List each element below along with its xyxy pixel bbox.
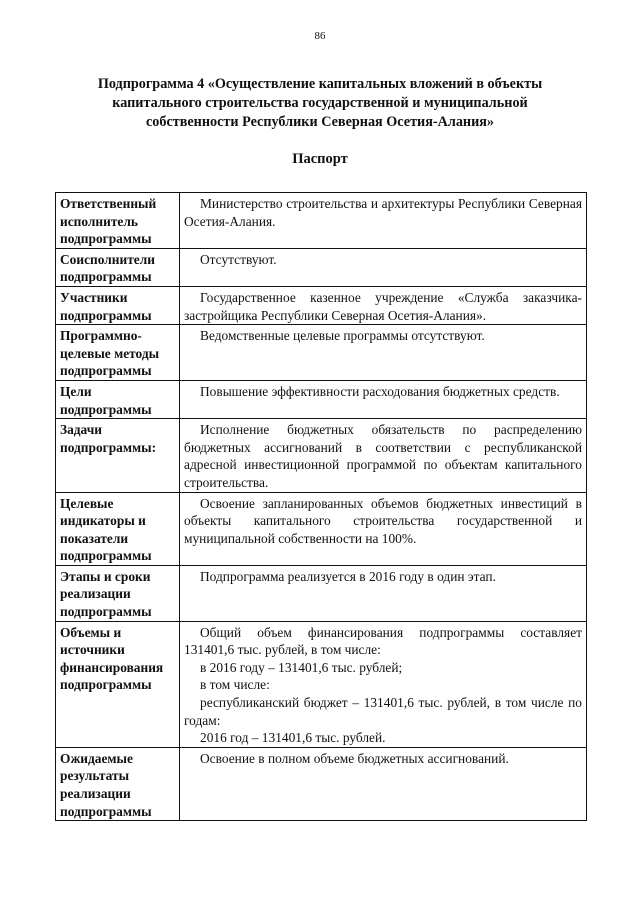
table-row (56, 621, 587, 747)
table-row (56, 325, 587, 381)
heading-line: собственности Республики Северная Осетия-Алания» (145, 114, 495, 130)
row-label: Целевые индикаторы и показатели подпрограммы (56, 492, 180, 565)
row-label: Задачи подпрограммы: (56, 419, 180, 492)
passport-title: Паспорт (292, 151, 348, 167)
row-label: Ответственный исполнитель подпрограммы (56, 193, 180, 249)
table-row (56, 286, 587, 324)
page-number: 86 (314, 30, 326, 42)
row-value: Министерство строительства и архитектуры Республики Северная Осетия-Алания. (180, 193, 587, 249)
row-label: Участники подпрограммы (56, 286, 180, 324)
passport-table (55, 192, 587, 821)
table-row (56, 565, 587, 621)
table-row (56, 380, 587, 418)
heading-line: капитального строительства государственной и муниципальной (112, 95, 528, 111)
document-heading (70, 75, 570, 132)
row-value: Отсутствуют. (180, 248, 587, 286)
row-label: Объемы и источники финансирования подпрограммы (56, 621, 180, 747)
table-row (56, 419, 587, 492)
row-value: Повышение эффективности расходования бюджетных средств. (180, 380, 587, 418)
row-label: Этапы и сроки реализации подпрограммы (56, 565, 180, 621)
row-label: Цели подпрограммы (56, 380, 180, 418)
financing-line: в том числе: (200, 677, 270, 693)
financing-line: республиканский бюджет – 131401,6 тыс. рублей, в том числе по годам: (184, 695, 582, 728)
financing-line: Общий объем финансирования подпрограммы составляет 131401,6 тыс. рублей, в том числе: (184, 624, 582, 658)
row-value: Ведомственные целевые программы отсутствуют. (180, 325, 587, 381)
heading-line: Подпрограмма 4 «Осуществление капитальных вложений в объекты (97, 76, 543, 92)
row-value: Государственное казенное учреждение «Служба заказчика-застройщика Республики Северная Осетия-Алания». (180, 286, 587, 324)
table-row (56, 248, 587, 286)
table-row (56, 193, 587, 249)
financing-line: 2016 год – 131401,6 тыс. рублей. (200, 730, 386, 746)
row-value: Освоение в полном объеме бюджетных ассигнований. (180, 747, 587, 820)
row-value: Подпрограмма реализуется в 2016 году в один этап. (180, 565, 587, 621)
table-row (56, 747, 587, 820)
row-value: Исполнение бюджетных обязательств по распределению бюджетных ассигнований в соответствии с республиканской адресной инвестиционной программой по объектам капитального строительства. (180, 419, 587, 492)
row-value: Освоение запланированных объемов бюджетных инвестиций в объекты капитального строительства государственной и муниципальной собственности на 100%. (180, 492, 587, 565)
row-label: Ожидаемые результаты реализации подпрограммы (56, 747, 180, 820)
table-row (56, 492, 587, 565)
financing-line: в 2016 году – 131401,6 тыс. рублей; (200, 659, 403, 675)
row-value (180, 621, 587, 747)
row-label: Программно-целевые методы подпрограммы (56, 325, 180, 381)
row-label: Соисполнители подпрограммы (56, 248, 180, 286)
